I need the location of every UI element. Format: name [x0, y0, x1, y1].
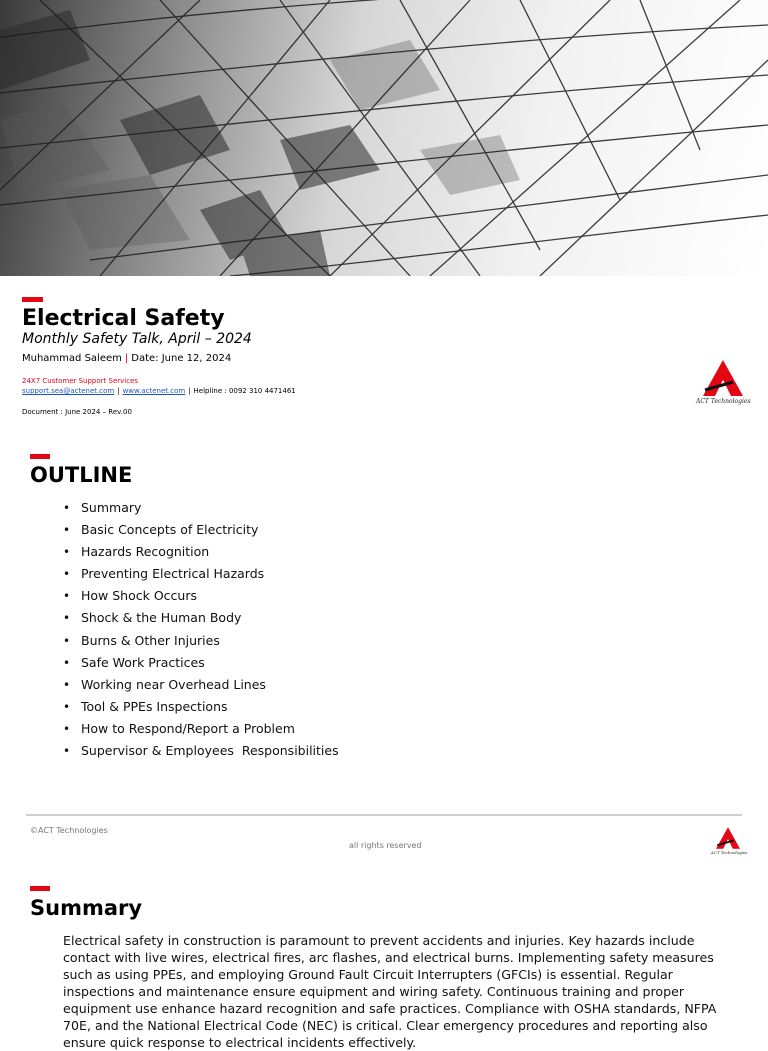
bullet-icon: • — [63, 523, 71, 538]
bullet-icon: • — [63, 567, 71, 582]
logo-mark-icon — [703, 360, 743, 396]
glass-facade-graphic — [0, 0, 768, 276]
website-link[interactable]: www.actenet.com — [122, 387, 186, 395]
list-item: • Basic Concepts of Electricity — [63, 519, 339, 541]
bullet-icon: • — [63, 589, 71, 604]
list-item: • Supervisor & Employees Responsibilities — [63, 740, 339, 762]
support-label: 24X7 Customer Support Services — [22, 377, 139, 385]
footer-divider — [26, 814, 742, 816]
separator: | — [117, 387, 120, 395]
document-reference: Document : June 2024 – Rev.00 — [22, 408, 132, 416]
bullet-icon: • — [63, 633, 71, 648]
hero-image — [0, 0, 768, 276]
logo-mark-icon — [716, 827, 740, 849]
author-date-line — [22, 353, 231, 364]
list-item: • Shock & the Human Body — [63, 607, 339, 629]
title-accent-bar — [22, 297, 43, 302]
bullet-icon: • — [63, 501, 71, 515]
author-name: Muhammad Saleem — [22, 353, 122, 364]
bullet-icon: • — [63, 611, 71, 626]
list-item: • Preventing Electrical Hazards — [63, 563, 339, 585]
summary-accent-bar — [30, 886, 50, 891]
list-item: • How Shock Occurs — [63, 585, 339, 607]
list-item: • Tool & PPEs Inspections — [63, 696, 339, 718]
company-logo — [696, 360, 750, 408]
logo-wordmark: ACT Technologies — [711, 850, 748, 855]
summary-paragraph: Electrical safety in construction is paramount to prevent accidents and injuries. Key hazards include contact with live wires, electrical fires, arc flashes, and electrical burns. Implementing safety measures such as using PPEs, and employing Ground Fault Circuit Interrupters (GFCIs) is essential. Regular inspections and maintenance ensure equipment and wiring safety. Continuous training and proper equipment use enhance hazard recognition and safe practices. Compliance with OSHA standards, NFPA 70E, and the National Electrical Code (NEC) is critical. Clear emergency procedures and reporting also ensure quick response to electrical incidents effectively. — [63, 933, 717, 1050]
bullet-icon: • — [63, 699, 71, 714]
outline-accent-bar — [30, 454, 50, 459]
logo-wordmark: ACT Technologies — [696, 398, 751, 405]
copyright-text: ©ACT Technologies — [30, 826, 108, 835]
separator: | — [188, 387, 191, 395]
support-email-link[interactable]: support.sea@actenet.com — [22, 387, 115, 395]
list-item: • Summary — [63, 497, 339, 519]
list-item: • How to Respond/Report a Problem — [63, 718, 339, 740]
contact-line — [22, 387, 296, 395]
footer-logo — [711, 827, 748, 857]
list-item: • Hazards Recognition — [63, 541, 339, 563]
rights-text: all rights reserved — [349, 841, 422, 850]
bullet-icon: • — [63, 721, 71, 736]
bullet-icon: • — [63, 744, 71, 759]
outline-list — [63, 497, 339, 762]
document-subtitle: Monthly Safety Talk, April – 2024 — [22, 331, 252, 347]
list-item: • Working near Overhead Lines — [63, 674, 339, 696]
list-item: • Safe Work Practices — [63, 652, 339, 674]
helpline: Helpline : 0092 310 4471461 — [193, 387, 296, 395]
bullet-icon: • — [63, 655, 71, 670]
list-item: • Burns & Other Injuries — [63, 630, 339, 652]
bullet-icon: • — [63, 545, 71, 560]
document-title: Electrical Safety — [22, 306, 225, 331]
presentation-date: Date: June 12, 2024 — [131, 353, 232, 364]
bullet-icon: • — [63, 677, 71, 692]
separator: | — [124, 353, 129, 364]
summary-heading: Summary — [30, 896, 143, 920]
outline-heading: OUTLINE — [30, 463, 133, 487]
